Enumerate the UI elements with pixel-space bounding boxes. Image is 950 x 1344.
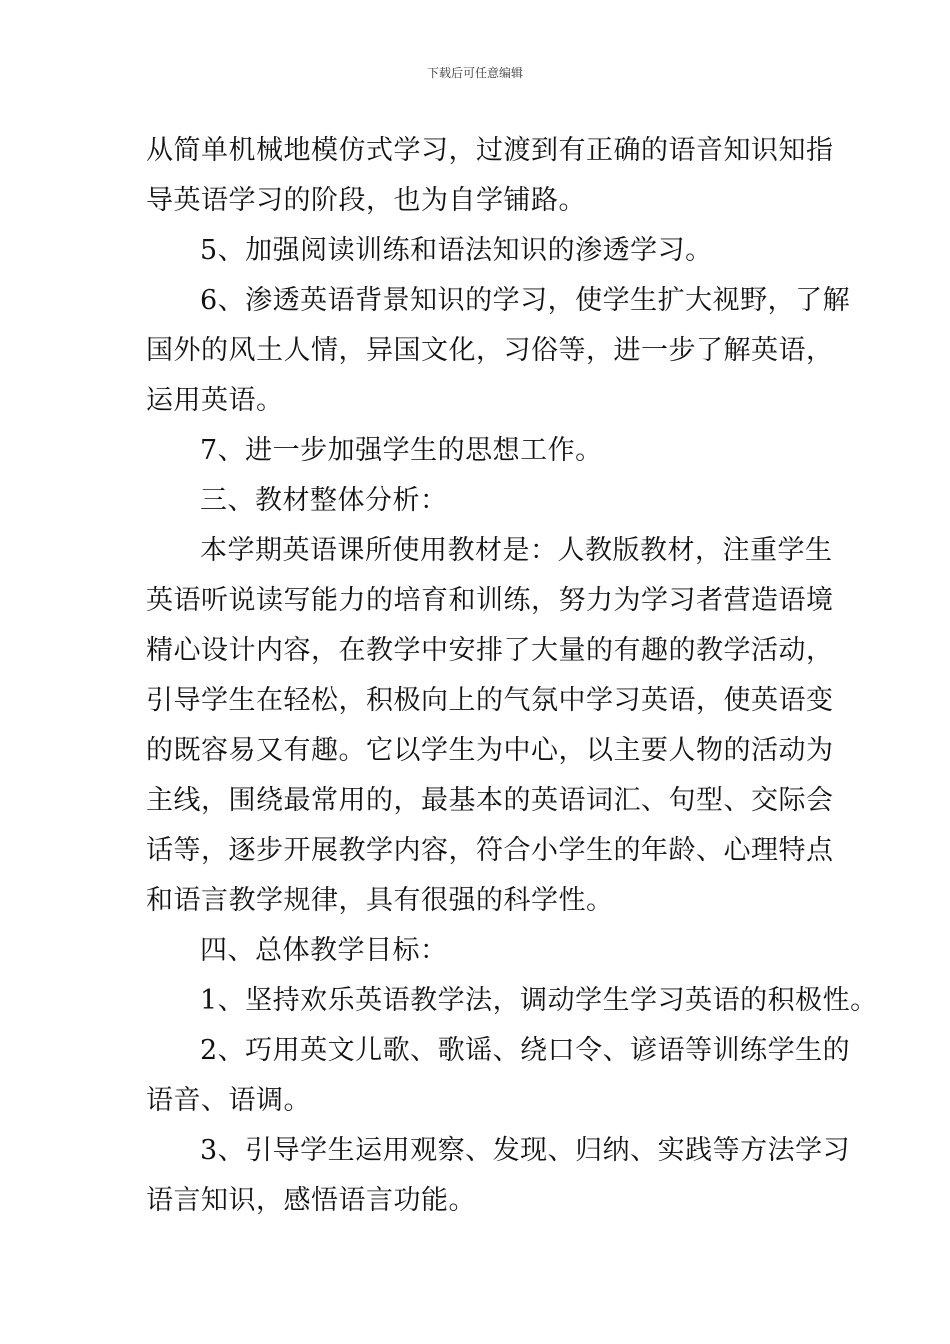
text-line: 导英语学习的阶段，也为自学铺路。 xyxy=(146,185,586,216)
text-line: 从简单机械地模仿式学习，过渡到有正确的语音知识知指 xyxy=(146,135,834,166)
text-line: 国外的风土人情，异国文化，习俗等，进一步了解英语， xyxy=(146,335,834,366)
text-line: 语言知识，感悟语言功能。 xyxy=(146,1185,476,1216)
text-line: 7、进一步加强学生的思想工作。 xyxy=(200,435,603,466)
text-line: 6、渗透英语背景知识的学习，使学生扩大视野，了解 xyxy=(200,285,851,316)
text-line: 语音、语调。 xyxy=(146,1085,311,1116)
text-line: 本学期英语课所使用教材是：人教版教材，注重学生 xyxy=(200,535,833,566)
paragraph xyxy=(146,1026,851,1126)
text-line: 精心设计内容，在教学中安排了大量的有趣的教学活动， xyxy=(146,635,834,666)
text-line: 英语听说读写能力的培育和训练，努力为学习者营造语境 xyxy=(146,585,834,616)
paragraph xyxy=(146,1126,851,1226)
section-heading xyxy=(146,926,816,976)
text-line: 5、加强阅读训练和语法知识的渗透学习。 xyxy=(200,235,713,266)
paragraph xyxy=(146,226,816,276)
page-header: 下载后可任意编辑 xyxy=(426,66,523,80)
text-line: 引导学生在轻松，积极向上的气氛中学习英语，使英语变 xyxy=(146,685,834,716)
text-line: 3、引导学生运用观察、发现、归纳、实践等方法学习 xyxy=(200,1135,851,1166)
document-body xyxy=(146,126,878,1226)
paragraph xyxy=(146,526,834,926)
text-line: 的既容易又有趣。它以学生为中心，以主要人物的活动为 xyxy=(146,735,834,766)
text-line: 1、坚持欢乐英语教学法，调动学生学习英语的积极性。 xyxy=(200,985,878,1016)
text-line: 三、教材整体分析： xyxy=(200,485,448,516)
paragraph xyxy=(146,126,834,226)
section-heading xyxy=(146,476,816,526)
paragraph xyxy=(146,976,878,1026)
text-line: 和语言教学规律，具有很强的科学性。 xyxy=(146,885,614,916)
paragraph xyxy=(146,276,851,426)
paragraph xyxy=(146,426,816,476)
text-line: 2、巧用英文儿歌、歌谣、绕口令、谚语等训练学生的 xyxy=(200,1035,851,1066)
text-line: 话等，逐步开展教学内容，符合小学生的年龄、心理特点 xyxy=(146,835,834,866)
text-line: 四、总体教学目标： xyxy=(200,935,448,966)
text-line: 运用英语。 xyxy=(146,385,284,416)
text-line: 主线，围绕最常用的，最基本的英语词汇、句型、交际会 xyxy=(146,785,834,816)
